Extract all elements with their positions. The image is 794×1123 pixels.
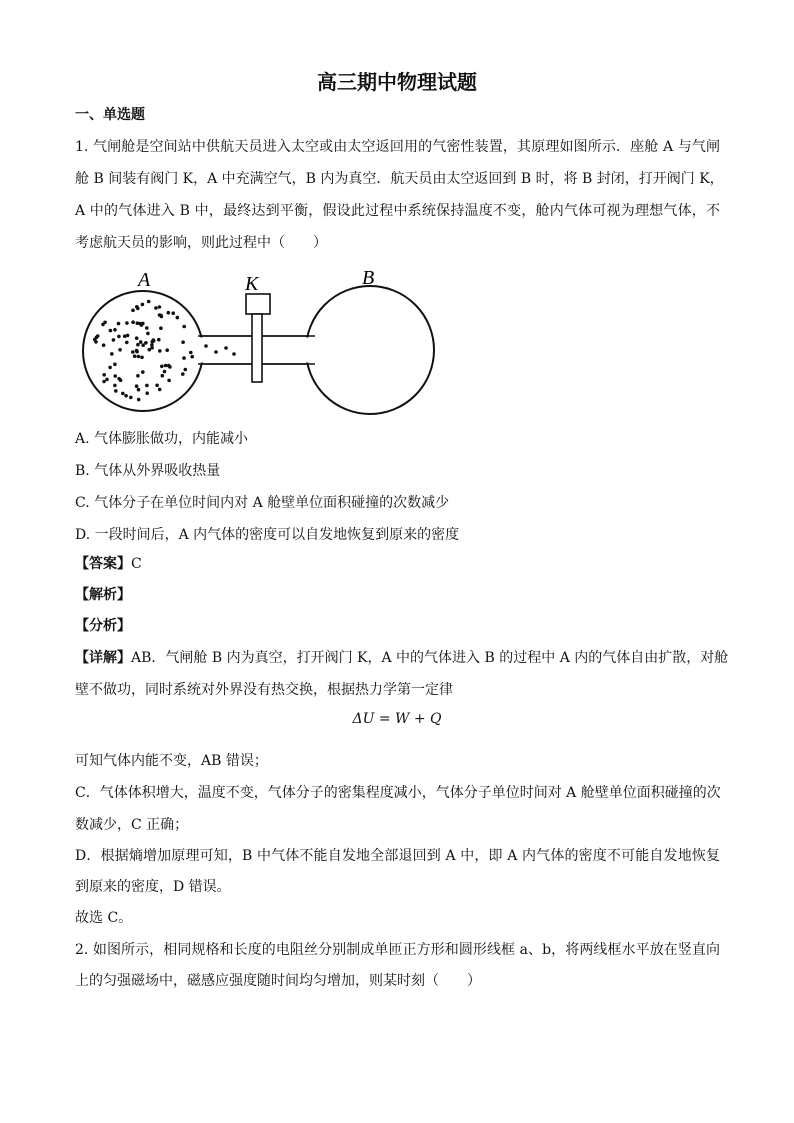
- gas-dot: [131, 309, 135, 313]
- gas-dot: [124, 394, 128, 398]
- gas-dot: [158, 388, 162, 392]
- gas-dot: [133, 354, 137, 358]
- q1-option-d: D. 一段时间后，A 内气体的密度可以自发地恢复到原来的密度: [75, 527, 460, 543]
- q1-stem-line-2: 舱 B 间装有阀门 K，A 中充满空气，B 内为真空．航天员由太空返回到 B 时，将 B 封闭，打开阀门 K，: [75, 171, 724, 187]
- gas-dot: [139, 340, 143, 344]
- gas-dot: [184, 368, 188, 372]
- gas-dot: [152, 338, 156, 342]
- gas-dot: [157, 338, 161, 342]
- gas-dot: [145, 326, 149, 330]
- q1-option-a: A. 气体膨胀做功，内能减小: [75, 431, 249, 447]
- gas-dot: [145, 384, 149, 388]
- after-line-5: 到原来的密度，D 错误。: [75, 879, 231, 895]
- label-b: B: [362, 267, 375, 289]
- gas-dot: [121, 392, 125, 396]
- q1-option-c: C. 气体分子在单位时间内对 A 舱壁单位面积碰撞的次数减少: [75, 495, 450, 511]
- q1-answer: [75, 553, 142, 573]
- gas-dot: [141, 303, 145, 307]
- gas-dot: [141, 343, 145, 347]
- gas-dot: [140, 356, 144, 360]
- gas-dot: [135, 336, 139, 340]
- detail-text-1: AB．气闸舱 B 内为真空，打开阀门 K，A 中的气体进入 B 的过程中 A 内的气体自由扩散，对舱: [131, 650, 729, 666]
- after-line-4: D．根据熵增加原理可知，B 中气体不能自发地全部退回到 A 中，即 A 内气体的密度不可能自发地恢复: [75, 848, 720, 864]
- first-law-formula: ΔU = W + Q: [352, 711, 442, 727]
- label-a: A: [138, 269, 151, 291]
- gas-dot: [182, 325, 186, 329]
- airlock-figure: [80, 266, 440, 416]
- gas-dot: [131, 320, 135, 324]
- gas-dot: [144, 341, 148, 345]
- gas-dot: [109, 329, 113, 333]
- valve-handle: [246, 294, 270, 314]
- gas-dot: [150, 346, 154, 350]
- gas-dot: [165, 348, 169, 352]
- gas-dot: [136, 343, 140, 347]
- q2-stem-line-2: 上的匀强磁场中，磁感应强度随时间均匀增加，则某时刻（ ）: [75, 973, 481, 989]
- detail-line-1: [75, 647, 729, 667]
- label-k: K: [245, 273, 259, 295]
- gas-dot: [145, 391, 149, 395]
- after-line-3: 数减少，C 正确；: [75, 817, 189, 833]
- gas-dot: [131, 350, 135, 354]
- gas-dot: [204, 344, 208, 348]
- chamber-b: [306, 286, 434, 414]
- gas-dot: [117, 377, 121, 381]
- gas-dot: [125, 341, 129, 345]
- fenxi-tag: 【分析】: [75, 618, 131, 634]
- gas-dot: [117, 335, 121, 339]
- gas-dot: [181, 372, 185, 376]
- section-heading: 一、单选题: [75, 107, 145, 123]
- gas-dot: [189, 351, 193, 355]
- gas-dot: [146, 332, 150, 336]
- q1-stem-line-3: A 中的气体进入 B 中，最终达到平衡，假设此过程中系统保持温度不变，舱内气体可视为理想气体，不: [75, 203, 720, 219]
- gas-dot: [176, 316, 180, 320]
- q1-stem-line-4: 考虑航天员的影响，则此过程中（ ）: [75, 235, 327, 251]
- gas-dot: [163, 370, 167, 374]
- q1-stem-line-1: 1. 气闸舱是空间站中供航天员进入太空或由太空返回用的气密性装置，其原理如图所示．座舱 A 与气闸: [75, 139, 720, 155]
- gas-dot: [232, 352, 236, 356]
- gas-dot: [167, 364, 171, 368]
- gas-dot: [167, 311, 171, 315]
- gas-dot: [158, 349, 162, 353]
- gas-dot: [135, 305, 139, 309]
- gas-dot: [141, 370, 145, 374]
- gas-dot: [93, 338, 97, 342]
- gas-dot: [164, 364, 168, 368]
- gas-dot: [129, 396, 133, 400]
- gas-dot: [113, 363, 117, 367]
- gas-dot: [112, 338, 116, 342]
- gas-dot: [171, 311, 175, 315]
- detail-tag: 【详解】: [75, 650, 131, 666]
- page-title: 高三期中物理试题: [317, 70, 477, 94]
- gas-dot: [140, 323, 144, 327]
- valve-stem: [252, 314, 262, 382]
- gas-dot: [113, 374, 117, 378]
- gas-dot: [108, 366, 112, 370]
- gas-dot: [155, 384, 159, 388]
- gas-dot: [158, 305, 162, 309]
- gas-dot: [160, 365, 164, 369]
- gas-dot: [102, 343, 106, 347]
- after-line-6: 故选 C。: [75, 910, 133, 926]
- q1-option-b: B. 气体从外界吸收热量: [75, 463, 221, 479]
- detail-line-2: 壁不做功，同时系统对外界没有热交换，根据热力学第一定律: [75, 682, 453, 698]
- gas-dot: [105, 378, 109, 382]
- gas-dot: [125, 321, 129, 325]
- gas-dot: [135, 384, 139, 388]
- gas-dot: [137, 388, 141, 392]
- gas-dot: [113, 328, 117, 332]
- gas-dot: [102, 380, 106, 384]
- gas-dot: [167, 379, 171, 383]
- gas-dot: [102, 373, 106, 377]
- gas-dot: [118, 348, 122, 352]
- gas-dot: [136, 374, 140, 378]
- gas-dot: [113, 384, 117, 388]
- answer-tag: 【答案】: [75, 556, 131, 572]
- gas-dot: [114, 389, 118, 393]
- gas-dot: [110, 352, 114, 356]
- gas-dot: [137, 398, 141, 402]
- analysis-tag: 【解析】: [75, 587, 131, 603]
- gas-dot: [160, 315, 164, 319]
- gas-dot: [161, 374, 165, 378]
- gas-dot: [182, 356, 186, 360]
- gas-dot: [224, 346, 228, 350]
- after-line-1: 可知气体内能不变，AB 错误；: [75, 753, 268, 769]
- gas-dot: [123, 334, 127, 338]
- gas-dot: [137, 355, 141, 359]
- answer-value: C: [131, 556, 142, 572]
- gas-dot: [135, 349, 139, 353]
- q2-stem-line-1: 2. 如图所示，相同规格和长度的电阻丝分别制成单匝正方形和圆形线框 a、b，将两线框水平放在竖直向: [75, 942, 720, 958]
- gas-dot: [117, 322, 121, 326]
- after-line-2: C．气体体积增大，温度不变，气体分子的密集程度减小，气体分子单位时间对 A 舱壁单位面积碰撞的次: [75, 785, 721, 801]
- gas-dot: [147, 300, 151, 304]
- gas-dot: [103, 321, 107, 325]
- gas-dot: [159, 326, 163, 330]
- gas-dot: [181, 340, 185, 344]
- gas-dot: [214, 350, 218, 354]
- gas-dot: [154, 306, 158, 310]
- gas-dot: [190, 355, 194, 359]
- chamber-a: [83, 291, 203, 411]
